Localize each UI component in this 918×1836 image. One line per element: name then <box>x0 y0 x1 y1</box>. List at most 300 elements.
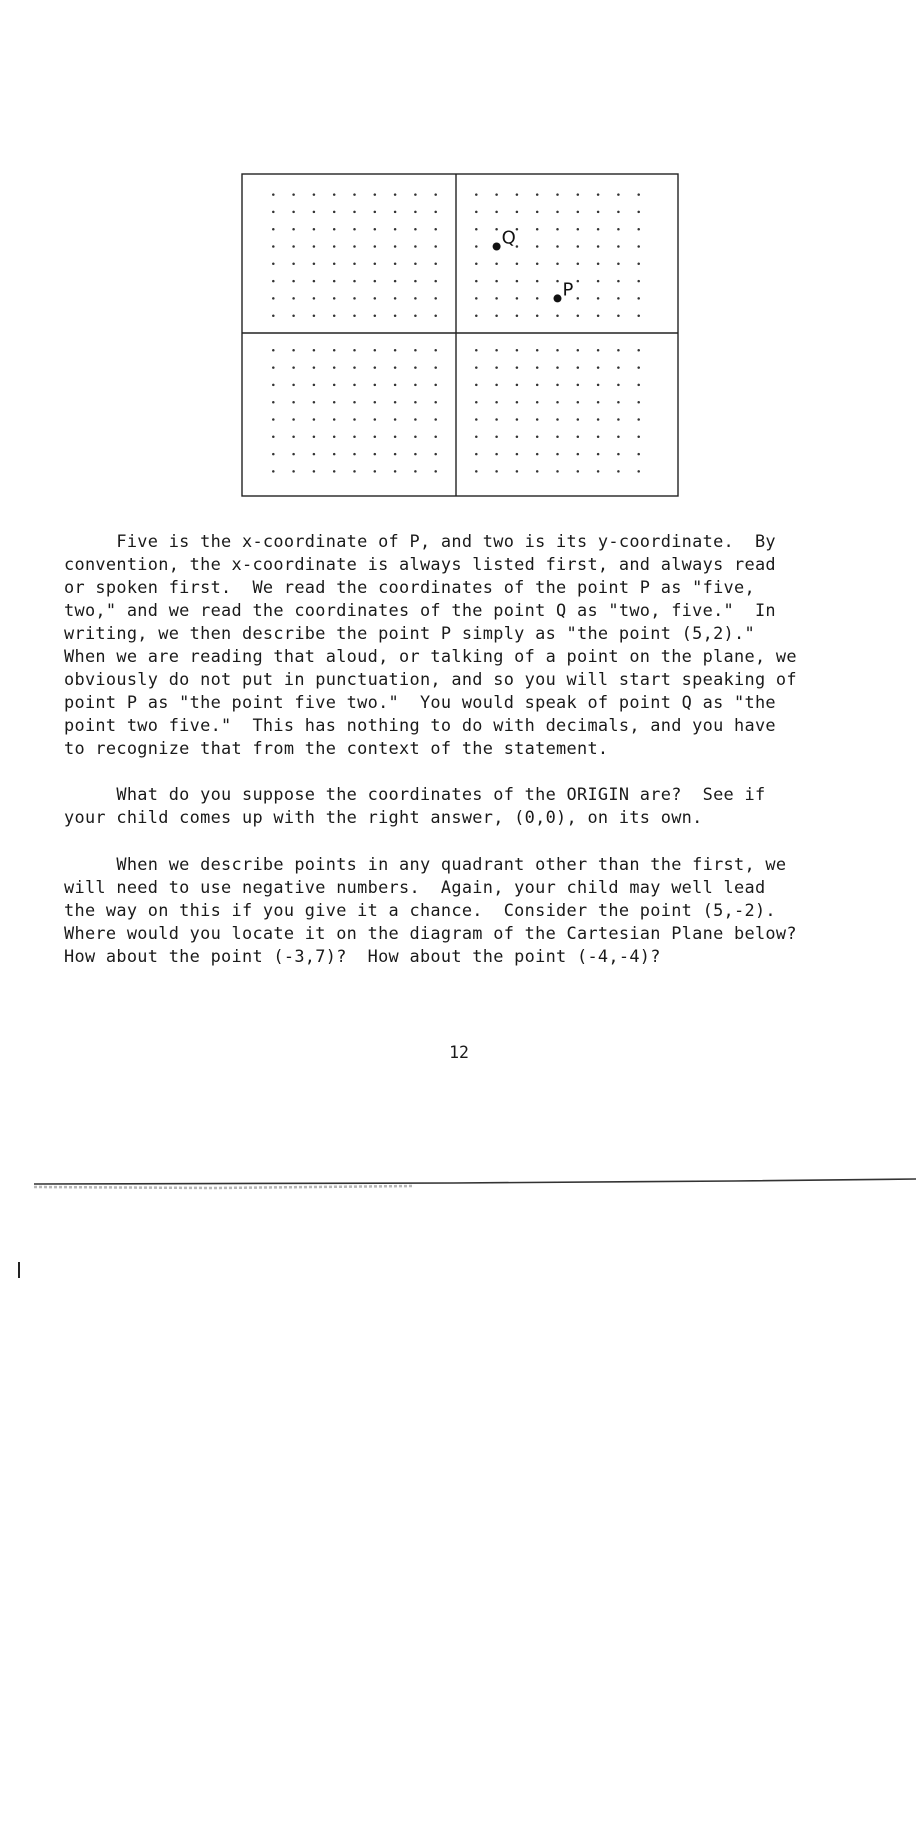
grid-dot <box>394 297 397 300</box>
grid-dot <box>495 453 498 456</box>
grid-dot <box>374 211 377 214</box>
grid-dot <box>597 470 600 473</box>
grid-dot <box>333 366 336 369</box>
grid-dot <box>536 314 539 317</box>
grid-dot <box>313 314 316 317</box>
grid-dot <box>536 366 539 369</box>
grid-dot <box>495 470 498 473</box>
grid-dot <box>414 314 417 317</box>
grid-dot <box>272 297 275 300</box>
grid-dot <box>272 366 275 369</box>
grid-dot <box>516 297 519 300</box>
grid-dot <box>556 314 559 317</box>
grid-dot <box>637 245 640 248</box>
text-line: writing, we then describe the point P simply as "the point (5,2)." <box>64 623 755 643</box>
grid-dot <box>353 401 356 404</box>
grid-dot <box>414 418 417 421</box>
text-line: point P as "the point five two." You would speak of point Q as "the <box>64 692 776 712</box>
grid-dot <box>394 314 397 317</box>
grid-dot <box>394 453 397 456</box>
text-line: What do you suppose the coordinates of the ORIGIN are? See if <box>64 784 766 804</box>
grid-dot <box>353 314 356 317</box>
grid-dot <box>556 193 559 196</box>
grid-dot <box>617 245 620 248</box>
grid-dot <box>536 470 539 473</box>
grid-dot <box>617 436 620 439</box>
grid-dot <box>597 193 600 196</box>
grid-dot <box>394 366 397 369</box>
grid-dot <box>637 470 640 473</box>
grid-dot <box>434 436 437 439</box>
grid-dot <box>414 366 417 369</box>
grid-dot <box>577 349 580 352</box>
grid-dot <box>475 418 478 421</box>
grid-dot <box>414 263 417 266</box>
grid-dot <box>637 228 640 231</box>
grid-dot <box>516 349 519 352</box>
grid-dot <box>556 453 559 456</box>
grid-dot <box>637 263 640 266</box>
grid-dot <box>556 384 559 387</box>
grid-dot <box>577 263 580 266</box>
grid-dot <box>577 436 580 439</box>
grid-dot <box>475 401 478 404</box>
grid-dot <box>475 384 478 387</box>
grid-dot <box>292 245 295 248</box>
grid-dot <box>414 297 417 300</box>
grid-dot <box>353 418 356 421</box>
point-q-marker <box>493 243 501 251</box>
grid-dot <box>495 349 498 352</box>
grid-dot <box>434 418 437 421</box>
grid-dot <box>617 263 620 266</box>
grid-dot <box>577 228 580 231</box>
grid-dot <box>333 193 336 196</box>
cartesian-plane-diagram <box>238 170 682 500</box>
grid-dot <box>637 418 640 421</box>
grid-dot <box>577 366 580 369</box>
grid-dot <box>333 418 336 421</box>
grid-dot <box>374 349 377 352</box>
point-p-label: P <box>562 279 574 301</box>
grid-dot <box>434 349 437 352</box>
dot-grid <box>238 170 682 500</box>
grid-dot <box>597 297 600 300</box>
grid-dot <box>272 263 275 266</box>
grid-dot <box>617 297 620 300</box>
grid-dot <box>414 384 417 387</box>
grid-dot <box>556 366 559 369</box>
text-line: obviously do not put in punctuation, and so you will start speaking of <box>64 669 797 689</box>
grid-dot <box>292 453 295 456</box>
grid-dot <box>577 470 580 473</box>
grid-dot <box>292 384 295 387</box>
grid-dot <box>353 263 356 266</box>
grid-dot <box>272 384 275 387</box>
grid-dot <box>374 470 377 473</box>
grid-dot <box>617 401 620 404</box>
grid-dot <box>577 384 580 387</box>
grid-dot <box>536 228 539 231</box>
text-line: When we describe points in any quadrant other than the first, we <box>64 854 787 874</box>
point-p-marker <box>554 294 562 302</box>
grid-dot <box>597 211 600 214</box>
grid-dot <box>353 453 356 456</box>
grid-dot <box>434 366 437 369</box>
grid-dot <box>374 245 377 248</box>
grid-dot <box>272 314 275 317</box>
grid-dot <box>333 245 336 248</box>
grid-dot <box>313 297 316 300</box>
grid-dot <box>617 193 620 196</box>
grid-dot <box>577 314 580 317</box>
grid-dot <box>475 453 478 456</box>
grid-dot <box>272 193 275 196</box>
grid-dot <box>414 401 417 404</box>
grid-dot <box>313 418 316 421</box>
grid-dot <box>333 314 336 317</box>
grid-dot <box>556 436 559 439</box>
grid-dot <box>353 245 356 248</box>
grid-dot <box>313 384 316 387</box>
grid-dot <box>434 470 437 473</box>
grid-dot <box>272 280 275 283</box>
grid-dot <box>313 366 316 369</box>
grid-dot <box>353 436 356 439</box>
grid-dot <box>333 211 336 214</box>
grid-dot <box>516 366 519 369</box>
grid-dot <box>313 470 316 473</box>
grid-dot <box>475 436 478 439</box>
grid-dot <box>333 453 336 456</box>
grid-dot <box>272 228 275 231</box>
grid-dot <box>617 470 620 473</box>
text-line: When we are reading that aloud, or talking of a point on the plane, we <box>64 646 797 666</box>
grid-dot <box>374 193 377 196</box>
grid-dot <box>292 470 295 473</box>
grid-dot <box>333 280 336 283</box>
grid-dot <box>495 384 498 387</box>
grid-dot <box>434 314 437 317</box>
grid-dot <box>313 401 316 404</box>
grid-dot <box>556 418 559 421</box>
grid-dot <box>414 349 417 352</box>
grid-dot <box>577 297 580 300</box>
grid-dot <box>434 401 437 404</box>
grid-dot <box>536 297 539 300</box>
grid-dot <box>617 211 620 214</box>
grid-dot <box>617 418 620 421</box>
grid-dot <box>637 280 640 283</box>
grid-dot <box>495 366 498 369</box>
grid-dot <box>516 418 519 421</box>
grid-dot <box>292 436 295 439</box>
grid-dot <box>394 228 397 231</box>
grid-dot <box>374 280 377 283</box>
grid-dot <box>414 193 417 196</box>
grid-dot <box>292 366 295 369</box>
text-line: convention, the x-coordinate is always listed first, and always read <box>64 554 776 574</box>
grid-dot <box>353 297 356 300</box>
grid-dot <box>475 245 478 248</box>
grid-dot <box>292 211 295 214</box>
grid-dot <box>313 263 316 266</box>
grid-dot <box>475 228 478 231</box>
frame <box>242 174 678 496</box>
grid-dot <box>577 211 580 214</box>
grid-dot <box>637 297 640 300</box>
grid-dot <box>313 193 316 196</box>
scan-edge-mark <box>18 1262 20 1278</box>
grid-dot <box>597 436 600 439</box>
grid-dot <box>516 211 519 214</box>
grid-dot <box>272 436 275 439</box>
grid-dot <box>617 349 620 352</box>
grid-dot <box>637 384 640 387</box>
grid-dot <box>434 263 437 266</box>
grid-dot <box>374 436 377 439</box>
text-line: or spoken first. We read the coordinates of the point P as "five, <box>64 577 755 597</box>
grid-dot <box>434 280 437 283</box>
grid-dot <box>597 245 600 248</box>
point-q-label: Q <box>501 227 516 249</box>
grid-dot <box>414 245 417 248</box>
grid-dot <box>577 401 580 404</box>
grid-dot <box>333 228 336 231</box>
grid-dot <box>597 418 600 421</box>
grid-dot <box>394 470 397 473</box>
grid-dot <box>394 280 397 283</box>
grid-dot <box>353 366 356 369</box>
grid-dot <box>556 401 559 404</box>
grid-dot <box>394 193 397 196</box>
grid-dot <box>272 349 275 352</box>
grid-dot <box>394 245 397 248</box>
grid-dot <box>434 211 437 214</box>
grid-dot <box>475 470 478 473</box>
grid-dot <box>272 401 275 404</box>
grid-dot <box>597 384 600 387</box>
grid-dot <box>637 436 640 439</box>
grid-dot <box>536 436 539 439</box>
grid-dot <box>333 470 336 473</box>
grid-dot <box>495 418 498 421</box>
grid-dot <box>313 280 316 283</box>
grid-dot <box>374 314 377 317</box>
grid-dot <box>313 453 316 456</box>
grid-dot <box>536 263 539 266</box>
grid-dot <box>597 366 600 369</box>
grid-dot <box>272 453 275 456</box>
grid-dot <box>292 280 295 283</box>
grid-dot <box>516 245 519 248</box>
grid-dot <box>516 401 519 404</box>
grid-dot <box>414 470 417 473</box>
grid-dot <box>556 349 559 352</box>
grid-dot <box>637 401 640 404</box>
grid-dot <box>597 401 600 404</box>
grid-dot <box>495 280 498 283</box>
grid-dot <box>637 193 640 196</box>
grid-dot <box>475 193 478 196</box>
grid-dot <box>414 453 417 456</box>
grid-dot <box>577 193 580 196</box>
grid-dot <box>414 436 417 439</box>
grid-dot <box>495 401 498 404</box>
grid-dot <box>414 228 417 231</box>
grid-dot <box>434 245 437 248</box>
grid-dot <box>475 366 478 369</box>
grid-dot <box>637 349 640 352</box>
grid-dot <box>434 193 437 196</box>
grid-dot <box>495 211 498 214</box>
grid-dot <box>495 263 498 266</box>
grid-dot <box>617 280 620 283</box>
grid-dot <box>637 366 640 369</box>
grid-dot <box>394 211 397 214</box>
grid-dot <box>292 401 295 404</box>
grid-dot <box>536 418 539 421</box>
grid-dot <box>536 280 539 283</box>
grid-dot <box>637 453 640 456</box>
grid-dot <box>556 245 559 248</box>
grid-dot <box>434 384 437 387</box>
grid-dot <box>516 193 519 196</box>
grid-dot <box>597 280 600 283</box>
grid-dot <box>495 193 498 196</box>
grid-dot <box>536 245 539 248</box>
paragraph-coordinates-explanation <box>64 530 854 760</box>
grid-dot <box>516 453 519 456</box>
grid-dot <box>333 436 336 439</box>
text-line: How about the point (-3,7)? How about the point (-4,-4)? <box>64 946 661 966</box>
grid-dot <box>516 384 519 387</box>
grid-dot <box>536 453 539 456</box>
grid-dot <box>333 401 336 404</box>
grid-dot <box>394 401 397 404</box>
grid-dot <box>597 349 600 352</box>
grid-dot <box>333 263 336 266</box>
grid-dot <box>353 211 356 214</box>
grid-dot <box>292 297 295 300</box>
grid-dot <box>434 453 437 456</box>
grid-dot <box>292 193 295 196</box>
scan-rule-line <box>34 1175 916 1191</box>
grid-dot <box>475 280 478 283</box>
grid-dot <box>434 297 437 300</box>
grid-dot <box>374 453 377 456</box>
grid-dot <box>272 470 275 473</box>
grid-dot <box>556 211 559 214</box>
grid-dot <box>617 453 620 456</box>
grid-dot <box>597 314 600 317</box>
grid-dot <box>516 280 519 283</box>
grid-dot <box>313 211 316 214</box>
grid-dot <box>353 349 356 352</box>
grid-dot <box>374 263 377 266</box>
grid-dot <box>475 211 478 214</box>
grid-dot <box>495 228 498 231</box>
grid-dot <box>414 280 417 283</box>
grid-dot <box>577 453 580 456</box>
grid-dot <box>516 436 519 439</box>
text-line: will need to use negative numbers. Again, your child may well lead <box>64 877 766 897</box>
grid-dot <box>333 349 336 352</box>
grid-dot <box>536 384 539 387</box>
grid-dot <box>536 401 539 404</box>
text-line: your child comes up with the right answer, (0,0), on its own. <box>64 807 703 827</box>
grid-dot <box>516 263 519 266</box>
grid-dot <box>374 297 377 300</box>
grid-dot <box>394 436 397 439</box>
grid-dot <box>272 245 275 248</box>
grid-dot <box>516 470 519 473</box>
text-line: two," and we read the coordinates of the point Q as "two, five." In <box>64 600 776 620</box>
grid-dot <box>353 228 356 231</box>
grid-dot <box>353 280 356 283</box>
grid-dot <box>313 436 316 439</box>
grid-dot <box>637 314 640 317</box>
grid-dot <box>333 297 336 300</box>
grid-dot <box>353 193 356 196</box>
grid-dot <box>272 418 275 421</box>
grid-dot <box>577 245 580 248</box>
grid-dot <box>292 228 295 231</box>
grid-dot <box>617 384 620 387</box>
grid-dot <box>374 366 377 369</box>
text-line: point two five." This has nothing to do with decimals, and you have <box>64 715 776 735</box>
grid-dot <box>475 314 478 317</box>
grid-dot <box>292 314 295 317</box>
grid-dot <box>374 228 377 231</box>
grid-dot <box>374 418 377 421</box>
grid-dot <box>495 297 498 300</box>
grid-dot <box>313 228 316 231</box>
grid-dot <box>516 314 519 317</box>
grid-dot <box>313 245 316 248</box>
grid-dot <box>536 211 539 214</box>
text-line: Five is the x-coordinate of P, and two is its y-coordinate. By <box>64 531 776 551</box>
grid-dot <box>495 436 498 439</box>
grid-dot <box>536 349 539 352</box>
grid-dot <box>556 263 559 266</box>
text-line: Where would you locate it on the diagram of the Cartesian Plane below? <box>64 923 797 943</box>
grid-dot <box>394 349 397 352</box>
grid-dot <box>637 211 640 214</box>
grid-dot <box>617 366 620 369</box>
grid-dot <box>597 263 600 266</box>
grid-dot <box>597 453 600 456</box>
paragraph-negative-numbers <box>64 853 854 968</box>
grid-dot <box>434 228 437 231</box>
grid-dot <box>475 297 478 300</box>
grid-dot <box>536 193 539 196</box>
grid-dot <box>313 349 316 352</box>
text-line: to recognize that from the context of the statement. <box>64 738 609 758</box>
grid-dot <box>556 228 559 231</box>
grid-dot <box>556 470 559 473</box>
grid-dot <box>495 314 498 317</box>
grid-dot <box>374 401 377 404</box>
grid-dot <box>475 349 478 352</box>
grid-dot <box>577 418 580 421</box>
grid-dot <box>516 228 519 231</box>
grid-dot <box>272 211 275 214</box>
grid-dot <box>617 228 620 231</box>
grid-dot <box>577 280 580 283</box>
page-number: 12 <box>449 1043 469 1062</box>
grid-dot <box>394 418 397 421</box>
